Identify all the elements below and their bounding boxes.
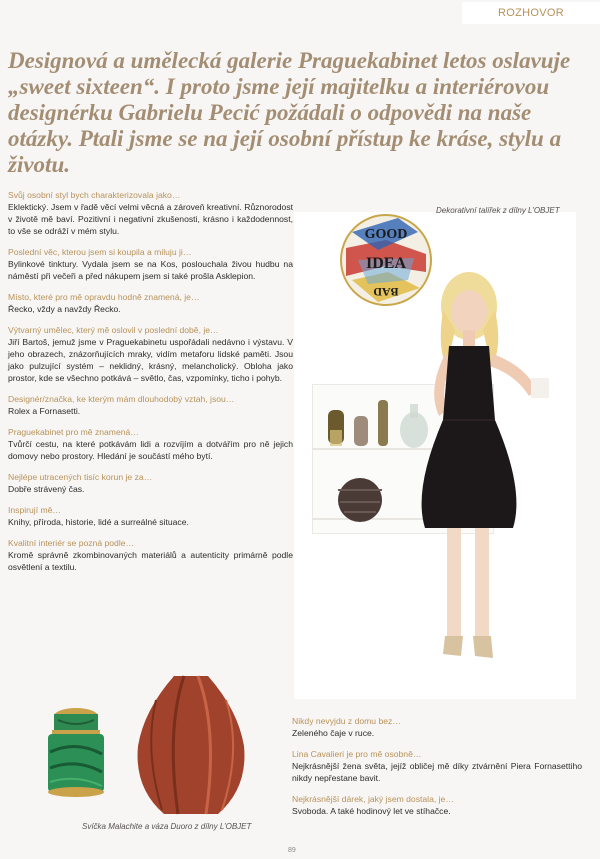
question: Nejkrásnější dárek, jaký jsem dostala, je… <box>292 794 454 804</box>
qa-item <box>8 538 293 573</box>
question: Nikdy nevyjdu z domu bez… <box>292 716 401 726</box>
qa-item <box>8 292 293 315</box>
question: Praguekabinet pro mě znamená… <box>8 427 139 437</box>
qa-column-left <box>8 190 293 583</box>
question: Svůj osobní styl bych charakterizovala jako… <box>8 190 181 200</box>
qa-column-right <box>292 716 582 827</box>
headline: Designová a umělecká galerie Praguekabinet letos oslavuje „sweet sixteen“. I proto jsme její majitelku a interiérovou designérku Gabrielu Pecić požádali o odpovědi na naše otázky. Ptali jsme se na její osobní přístup ke kráse, stylu a životu. <box>8 48 571 177</box>
qa-item <box>8 427 293 462</box>
qa-item <box>292 794 582 817</box>
answer: Eklektický. Jsem v řadě věcí velmi věcná a zároveň kreativní. Různorodost v životě mě baví. Pozitivní i negativní zkušenosti, krásno i každodennost, to vše se odráží v mém stylu. <box>8 202 293 236</box>
answer: Nejkrásnější žena světa, jejíž obličej mě díky ztvárnění Piera Fornasettiho nikdy nepřestane bavit. <box>292 761 582 783</box>
qa-item <box>8 505 293 528</box>
plate-word-top: GOOD <box>364 227 408 242</box>
answer: Jiří Bartoš, jemuž jsme v Praguekabinetu uspořádali nedávno i výstavu. V jeho obrazech, znázorňujících mraky, vidím metaforu lidské paměti. Jsou jako pulzující systém – neklidný, krásný, melancholický. Obloha jako prostor, kde se všechno potkává – světlo, čas, vzpomínky, ticho i pohyb. <box>8 337 293 383</box>
question: Nejlépe utracených tisíc korun je za… <box>8 472 153 482</box>
answer: Řecko, vždy a navždy Řecko. <box>8 304 121 314</box>
duoro-vase <box>126 670 256 820</box>
question: Výtvarný umělec, který mě oslovil v poslední době, je… <box>8 325 219 335</box>
malachite-candle-jar <box>36 702 116 802</box>
qa-item <box>8 394 293 417</box>
plate-word-bottom: BAD <box>373 285 399 299</box>
question: Kvalitní interiér se pozná podle… <box>8 538 135 548</box>
qa-item <box>292 749 582 784</box>
question: Místo, které pro mě opravdu hodně znamená, je… <box>8 292 200 302</box>
qa-item <box>8 472 293 495</box>
portrait-photo <box>385 270 555 690</box>
answer: Svoboda. A také hodinový let ve stíhačce. <box>292 806 451 816</box>
page-number: 89 <box>288 847 296 854</box>
question: Lina Cavalieri je pro mě osobně… <box>292 749 422 759</box>
qa-item <box>8 190 293 237</box>
section-tag: ROZHOVOR <box>462 2 600 24</box>
answer: Dobře strávený čas. <box>8 484 85 494</box>
plate-caption: Dekorativní talířek z dílny L’OBJET <box>436 206 560 215</box>
answer: Tvůrčí cestu, na které potkávám lidi a rozvíjím a dotvářím pro ně jejich domovy nebo prostory. Hledání je součástí mého bytí. <box>8 439 293 461</box>
qa-item <box>8 325 293 384</box>
question: Designér/značka, ke kterým mám dlouhodobý vztah, jsou… <box>8 394 235 404</box>
question: Poslední věc, kterou jsem si koupila a miluju ji… <box>8 247 192 257</box>
answer: Bylinkové tinktury. Vydala jsem se na Kos, poslouchala živou hudbu na náměstí při večeři a před nákupem jsem si také prošla Asklepion. <box>8 259 293 281</box>
answer: Knihy, příroda, historie, lidé a surreálné situace. <box>8 517 189 527</box>
qa-item <box>292 716 582 739</box>
question: Inspirují mě… <box>8 505 62 515</box>
plate-word-middle: IDEA <box>365 255 407 272</box>
answer: Zeleného čaje v ruce. <box>292 728 375 738</box>
candle-vase-caption: Svíčka Malachite a váza Duoro z dílny L’OBJET <box>82 822 252 831</box>
answer: Kromě správně zkombinovaných materiálů a autenticity primárně podle osvětlení a textilu. <box>8 550 293 572</box>
qa-item <box>8 247 293 282</box>
answer: Rolex a Fornasetti. <box>8 406 81 416</box>
